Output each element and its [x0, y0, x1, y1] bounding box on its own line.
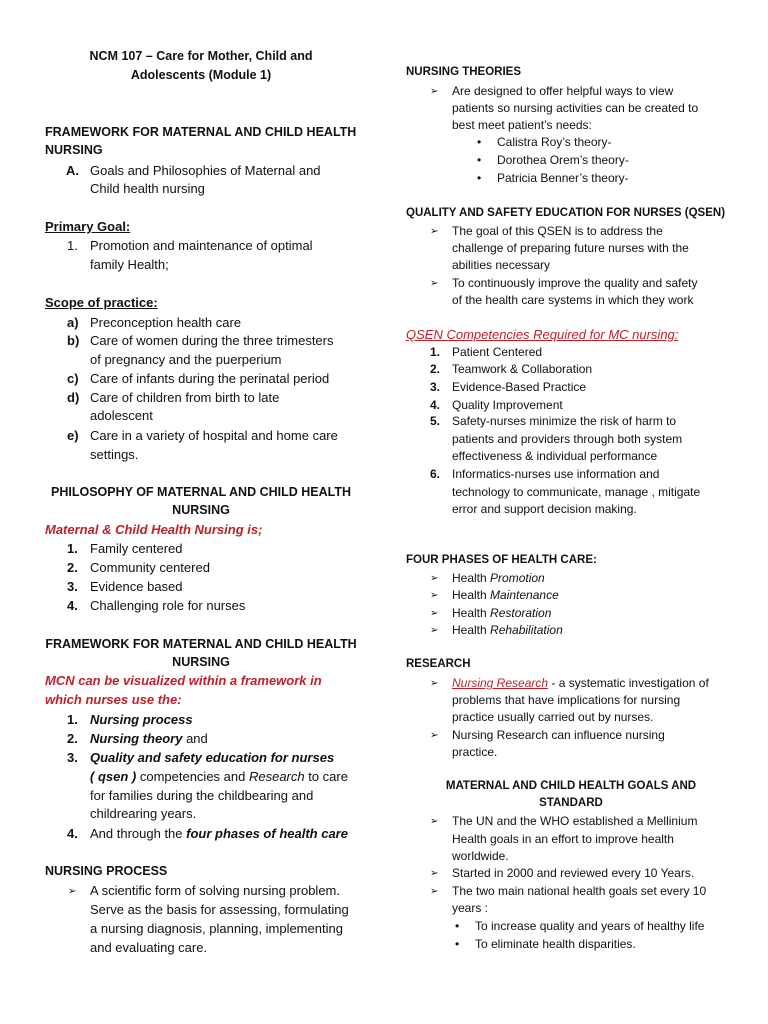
list-item: years : [452, 901, 489, 915]
list-marker: 3. [430, 380, 441, 394]
list-item: for families during the childbearing and [90, 788, 314, 803]
list-marker: 5. [430, 414, 441, 428]
list-marker: 4. [67, 826, 78, 841]
list-item: The UN and the WHO established a Mellinium [452, 814, 698, 828]
phase-item: Health Maintenance [452, 588, 559, 602]
list-item: Quality and safety education for nurses [90, 750, 335, 765]
arrow-bullet-icon: ➢ [430, 86, 439, 97]
phases-heading: FOUR PHASES OF HEALTH CARE: [406, 554, 597, 566]
goals-heading-cont: STANDARD [539, 797, 603, 809]
primary-goal-text: Promotion and maintenance of optimal [90, 238, 313, 253]
list-marker: 1. [67, 238, 78, 253]
list-item: Preconception health care [90, 315, 242, 330]
arrow-bullet-icon: ➢ [430, 678, 439, 689]
research-heading: RESEARCH [406, 658, 471, 670]
list-item: Patient Centered [452, 345, 543, 359]
list-item: Nursing Research - a systematic investigation of [452, 676, 709, 690]
list-item: worldwide. [452, 849, 509, 863]
title-line-1: NCM 107 – Care for Mother, Child and [89, 49, 313, 63]
list-item: childrearing years. [90, 806, 197, 821]
philosophy-heading-cont: NURSING [172, 503, 230, 517]
list-item: patients and providers through both system [452, 432, 683, 446]
nursing-process-heading: NURSING PROCESS [45, 864, 168, 878]
scope-label: Scope of practice: [45, 295, 158, 310]
list-item: ( qsen ) competencies and Research to care [90, 769, 348, 784]
bullet-dot-icon: • [455, 919, 460, 933]
list-marker: 2. [430, 362, 441, 376]
list-item: adolescent [90, 408, 153, 423]
qsen-heading: QUALITY AND SAFETY EDUCATION FOR NURSES (QSEN) [406, 207, 726, 219]
list-item: settings. [90, 447, 139, 462]
bullet-dot-icon: • [455, 937, 460, 951]
list-item: Informatics-nurses use information and [452, 467, 660, 481]
framework-heading: FRAMEWORK FOR MATERNAL AND CHILD HEALTH [45, 125, 357, 139]
list-item: Care of children from birth to late [90, 390, 280, 405]
qsen-competencies-heading: QSEN Competencies Required for MC nursing: [406, 327, 679, 342]
list-marker: 2. [67, 731, 78, 746]
framework2-heading: FRAMEWORK FOR MATERNAL AND CHILD HEALTH [45, 637, 357, 651]
list-item: The goal of this QSEN is to address the [452, 224, 663, 238]
list-marker: 3. [67, 750, 78, 765]
list-item: Quality Improvement [452, 398, 563, 412]
list-marker: 4. [430, 398, 441, 412]
list-item: Challenging role for nurses [90, 598, 246, 613]
list-item: Care of infants during the perinatal period [90, 371, 330, 386]
list-item: error and support decision making. [452, 502, 637, 516]
arrow-bullet-icon: ➢ [430, 573, 439, 584]
list-item: Health goals in an effort to improve health [452, 832, 674, 846]
theory-item: Calistra Roy’s theory- [497, 135, 612, 149]
list-item: practice usually carried out by nurses. [452, 710, 654, 724]
arrow-bullet-icon: ➢ [430, 868, 439, 879]
list-item: Family centered [90, 541, 183, 556]
list-marker: 2. [67, 560, 78, 575]
arrow-bullet-icon: ➢ [430, 816, 439, 827]
title-line-2: Adolescents (Module 1) [130, 68, 272, 82]
phase-item: Health Promotion [452, 571, 545, 585]
list-item: problems that have implications for nursing [452, 693, 681, 707]
list-item: To continuously improve the quality and safety [452, 276, 698, 290]
list-item: Are designed to offer helpful ways to view [452, 84, 674, 98]
arrow-bullet-icon: ➢ [68, 886, 77, 897]
list-item: Evidence-Based Practice [452, 380, 587, 394]
arrow-bullet-icon: ➢ [430, 625, 439, 636]
list-item: A scientific form of solving nursing problem. [90, 883, 340, 898]
list-item: of the health care systems in which they work [452, 293, 694, 307]
mcn-visual-text: which nurses use the: [45, 692, 182, 707]
list-item: practice. [452, 745, 498, 759]
list-item: Nursing Research can influence nursing [452, 728, 665, 742]
goal-item: To eliminate health disparities. [475, 937, 636, 951]
list-item: Started in 2000 and reviewed every 10 Years. [452, 866, 695, 880]
list-item: of pregnancy and the puerperium [90, 352, 282, 367]
list-item: Teamwork & Collaboration [452, 362, 593, 376]
list-item: And through the four phases of health care [90, 826, 348, 841]
item-a-line: Goals and Philosophies of Maternal and [90, 163, 321, 178]
list-item: Care of women during the three trimesters [90, 333, 334, 348]
list-item: The two main national health goals set every 10 [452, 884, 707, 898]
arrow-bullet-icon: ➢ [430, 730, 439, 741]
list-marker: 4. [67, 598, 78, 613]
list-marker: 1. [67, 712, 78, 727]
list-item: technology to communicate, manage , mitigate [452, 485, 701, 499]
item-a-marker: A. [66, 163, 79, 178]
list-marker: 6. [430, 467, 441, 481]
item-a-line: Child health nursing [90, 181, 205, 196]
list-marker: 1. [67, 541, 78, 556]
bullet-dot-icon: • [477, 171, 482, 185]
arrow-bullet-icon: ➢ [430, 226, 439, 237]
arrow-bullet-icon: ➢ [430, 278, 439, 289]
list-item: effectiveness & individual performance [452, 449, 658, 463]
phase-item: Health Rehabilitation [452, 623, 563, 637]
primary-goal-label: Primary Goal: [45, 219, 131, 234]
list-item: Nursing theory and [90, 731, 208, 746]
arrow-bullet-icon: ➢ [430, 886, 439, 897]
list-item: Evidence based [90, 579, 183, 594]
list-marker: 1. [430, 345, 441, 359]
list-item: Nursing process [90, 712, 193, 727]
philosophy-heading: PHILOSOPHY OF MATERNAL AND CHILD HEALTH [51, 485, 351, 499]
framework-heading-cont: NURSING [45, 143, 103, 157]
list-item: patients so nursing activities can be created to [452, 101, 699, 115]
framework2-heading-cont: NURSING [172, 655, 230, 669]
list-item: best meet patient’s needs: [452, 118, 592, 132]
list-item: Community centered [90, 560, 210, 575]
list-item: Serve as the basis for assessing, formulating [90, 902, 349, 917]
mcn-visual-text: MCN can be visualized within a framework in [45, 673, 322, 688]
list-marker: a) [67, 315, 79, 330]
bullet-dot-icon: • [477, 135, 482, 149]
phase-item: Health Restoration [452, 606, 552, 620]
list-marker: e) [67, 428, 79, 443]
arrow-bullet-icon: ➢ [430, 608, 439, 619]
theory-item: Dorothea Orem’s theory- [497, 153, 629, 167]
theory-item: Patricia Benner’s theory- [497, 171, 629, 185]
bullet-dot-icon: • [477, 153, 482, 167]
list-item: and evaluating care. [90, 940, 208, 955]
list-item: Safety-nurses minimize the risk of harm to [452, 414, 677, 428]
mchn-subheading: Maternal & Child Health Nursing is; [45, 522, 263, 537]
primary-goal-text: family Health; [90, 257, 169, 272]
list-item: abilities necessary [452, 258, 551, 272]
list-item: a nursing diagnosis, planning, implementing [90, 921, 343, 936]
goal-item: To increase quality and years of healthy life [475, 919, 705, 933]
arrow-bullet-icon: ➢ [430, 590, 439, 601]
list-item: Care in a variety of hospital and home care [90, 428, 338, 443]
list-item: challenge of preparing future nurses with the [452, 241, 689, 255]
goals-heading: MATERNAL AND CHILD HEALTH GOALS AND [445, 780, 697, 792]
list-marker: b) [67, 333, 80, 348]
list-marker: d) [67, 390, 80, 405]
theories-heading: NURSING THEORIES [406, 66, 522, 78]
list-marker: c) [67, 371, 79, 386]
list-marker: 3. [67, 579, 78, 594]
